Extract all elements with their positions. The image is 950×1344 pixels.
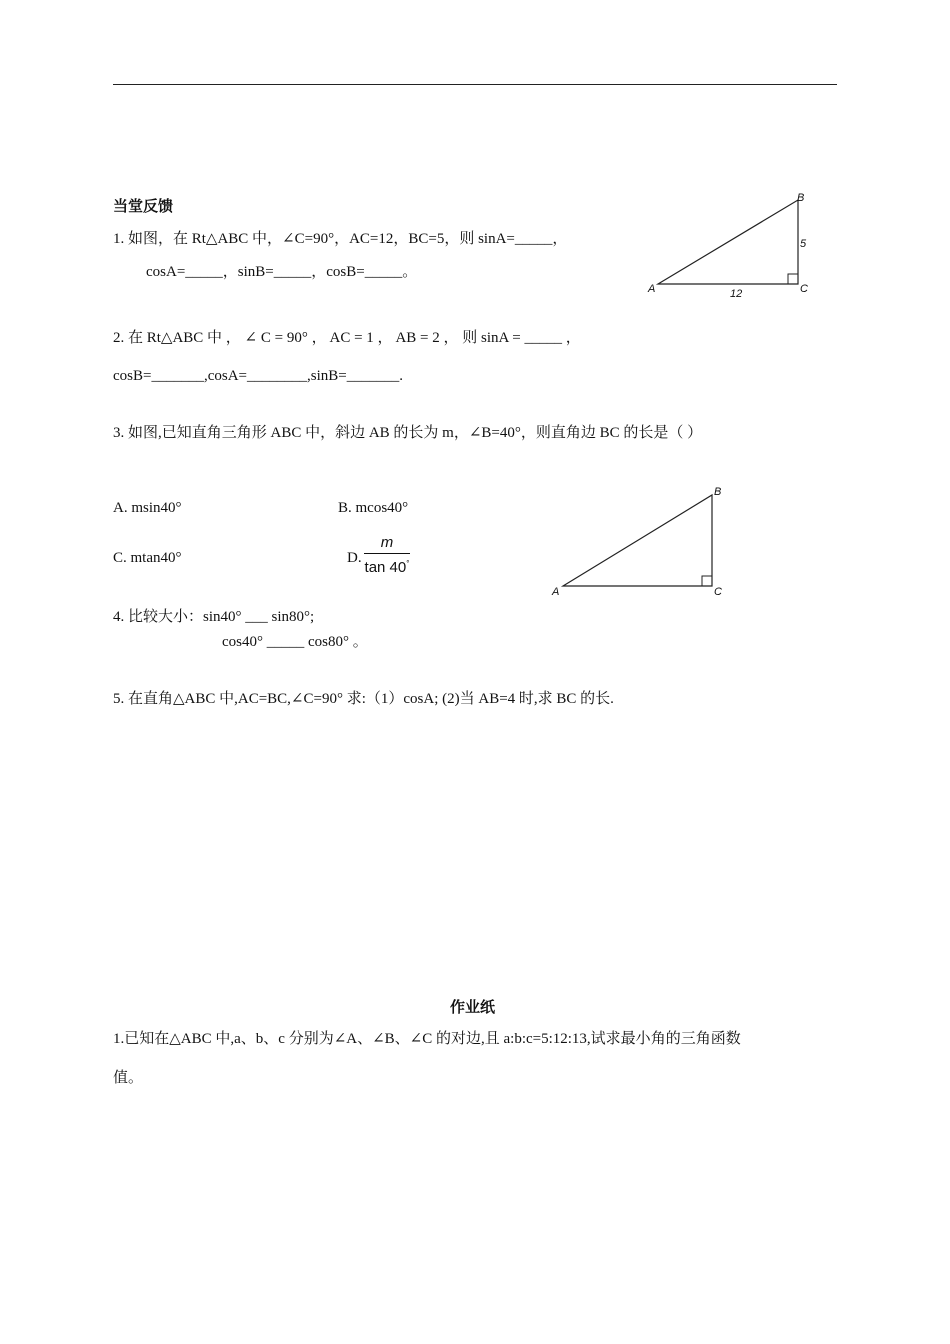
fraction-bar [364,553,410,554]
side-bc-label: 5 [800,238,807,250]
vertex-b-label-2: B [714,486,722,498]
section-title-homework: 作业纸 [450,998,496,1016]
q2-line1: 2. 在 Rt△ABC 中 ， ∠ C = 90° ， AC = 1 ， AB = 2 ， 则 sinA = _____ ， [113,330,581,346]
vertex-b-label: B [797,192,805,204]
fraction-degree-sign: ° [406,559,410,568]
vertex-a-label: A [648,283,656,295]
vertex-c-label: C [800,283,808,295]
q3-option-c: C. mtan40° [113,550,182,566]
fraction-denominator [364,555,410,577]
section-title-feedback: 当堂反馈 [113,197,174,215]
header-rule [113,84,837,85]
q3-option-d-fraction [364,534,410,577]
q5-text: 5. 在直角△ABC 中,AC=BC,∠C=90° 求:（1）cosA; (2)当 AB=4 时,求 BC 的长. [113,691,614,707]
q1-line1: 1. 如图，在 Rt△ABC 中，∠C=90°，AC=12，BC=5，则 sinA=_____， [113,231,568,247]
triangle-figure-1 [640,185,820,305]
triangle-2-shape [563,495,712,586]
side-ac-label: 12 [730,288,743,300]
q1-line2: cosA=_____，sinB=_____，cosB=_____。 [146,264,418,280]
q4-line2: cos40° _____ cos80° 。 [222,634,368,650]
vertex-a-label-2: A [552,586,560,598]
fraction-denominator-text: tan 40 [364,559,407,576]
q3-stem: 3. 如图,已知直角三角形 ABC 中，斜边 AB 的长为 m，∠B=40°，则直角边 BC 的长是（ ） [113,425,703,441]
hw-q1-line1: 1.已知在△ABC 中,a、b、c 分别为∠A、∠B、∠C 的对边,且 a:b:c=5:12:13,试求最小角的三角函数 [113,1031,741,1047]
hw-q1-line2: 值。 [113,1070,144,1086]
vertex-c-label-2: C [714,586,722,598]
q3-option-b: B. mcos40° [338,500,409,516]
q3-option-a: A. msin40° [113,500,182,516]
right-angle-mark-1 [788,274,798,284]
q3-option-d-label: D. [347,550,362,566]
q2-line2: cosB=_______,cosA=________,sinB=_______. [113,368,403,384]
triangle-figure-2 [545,480,735,605]
right-angle-mark-2 [702,576,712,586]
q4-line1: 4. 比较大小：sin40° ___ sin80°; [113,609,315,625]
triangle-1-shape [658,200,798,284]
fraction-numerator: m [380,534,394,551]
